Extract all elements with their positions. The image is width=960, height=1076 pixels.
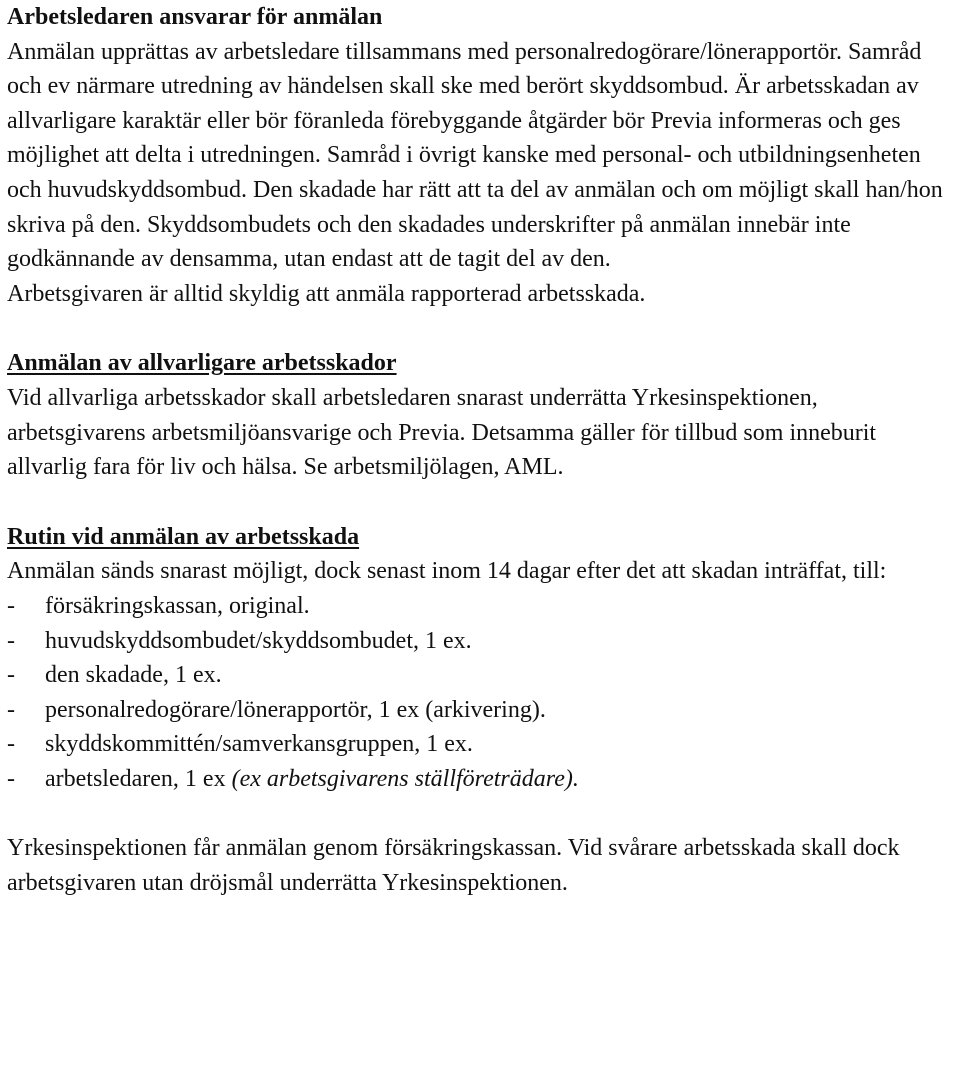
list-dash: - [7, 731, 15, 758]
list-dash: - [7, 592, 15, 619]
list-item [7, 624, 955, 659]
section-employer-responsibility [7, 0, 955, 311]
section-intro: Anmälan sänds snarast möjligt, dock senast inom 14 dagar efter det att skadan inträffat, till: [7, 558, 887, 585]
list-item [7, 762, 955, 797]
spacer [7, 311, 955, 346]
document-page [7, 0, 955, 901]
list-item-text-wrap [45, 762, 579, 797]
section-body-note: Arbetsgivaren är alltid skyldig att anmäla rapporterad arbetsskada. [7, 280, 646, 307]
section-inspection-notice [7, 831, 955, 900]
section-reporting-routine [7, 520, 955, 797]
section-body: Vid allvarliga arbetsskador skall arbetsledaren snarast underrätta Yrkesinspektionen, arbetsgivarens arbetsmiljöansvarige och Previa. Detsamma gäller för tillbud som inneburit allvarlig fara för liv och hälsa. Se arbetsmiljölagen, AML. [7, 384, 877, 481]
list-dash: - [7, 662, 15, 689]
list-dash: - [7, 627, 15, 654]
list-item-text: huvudskyddsombudet/skyddsombudet, 1 ex. [45, 627, 472, 654]
section-body: Yrkesinspektionen får anmälan genom försäkringskassan. Vid svårare arbetsskada skall dock arbetsgivaren utan dröjsmål underrätta Yrkesinspektionen. [7, 835, 900, 897]
list-item-text: försäkringskassan, original. [45, 592, 310, 619]
list-item-text: skyddskommittén/samverkansgruppen, 1 ex. [45, 731, 473, 758]
list-item-text: arbetsledaren, 1 ex [45, 765, 232, 792]
section-heading: Anmälan av allvarligare arbetsskador [7, 350, 397, 377]
list-item [7, 693, 955, 728]
list-item-italic-note: (ex arbetsgivarens ställföreträdare). [231, 765, 579, 792]
section-serious-injuries [7, 346, 955, 484]
list-item-text: personalredogörare/lönerapportör, 1 ex (arkivering). [45, 696, 546, 723]
spacer [7, 485, 955, 520]
list-item [7, 658, 955, 693]
list-item-text: den skadade, 1 ex. [45, 662, 222, 689]
section-heading: Arbetsledaren ansvarar för anmälan [7, 4, 383, 30]
list-dash: - [7, 765, 15, 792]
list-item [7, 589, 955, 624]
list-item [7, 727, 955, 762]
recipient-list [7, 589, 955, 797]
list-dash: - [7, 696, 15, 723]
section-body: Anmälan upprättas av arbetsledare tillsammans med personalredogörare/lönerapportör. Samråd och ev närmare utredning av händelsen skall ske med berört skyddsombud. Är arbetsskadan av allvarligare karaktär eller bör föranleda förebyggande åtgärder bör Previa informeras och ges möjlighet att delta i utredningen. Samråd i övrigt kanske med personal- och utbildningsenheten och huvudskyddsombud. Den skadade har rätt att ta del av anmälan och om möjligt skall han/hon skriva på den. Skyddsombudets och den skadades underskrifter på anmälan innebär inte godkännande av densamma, utan endast att de tagit del av den. [7, 38, 943, 273]
section-heading: Rutin vid anmälan av arbetsskada [7, 523, 360, 550]
spacer [7, 796, 955, 831]
